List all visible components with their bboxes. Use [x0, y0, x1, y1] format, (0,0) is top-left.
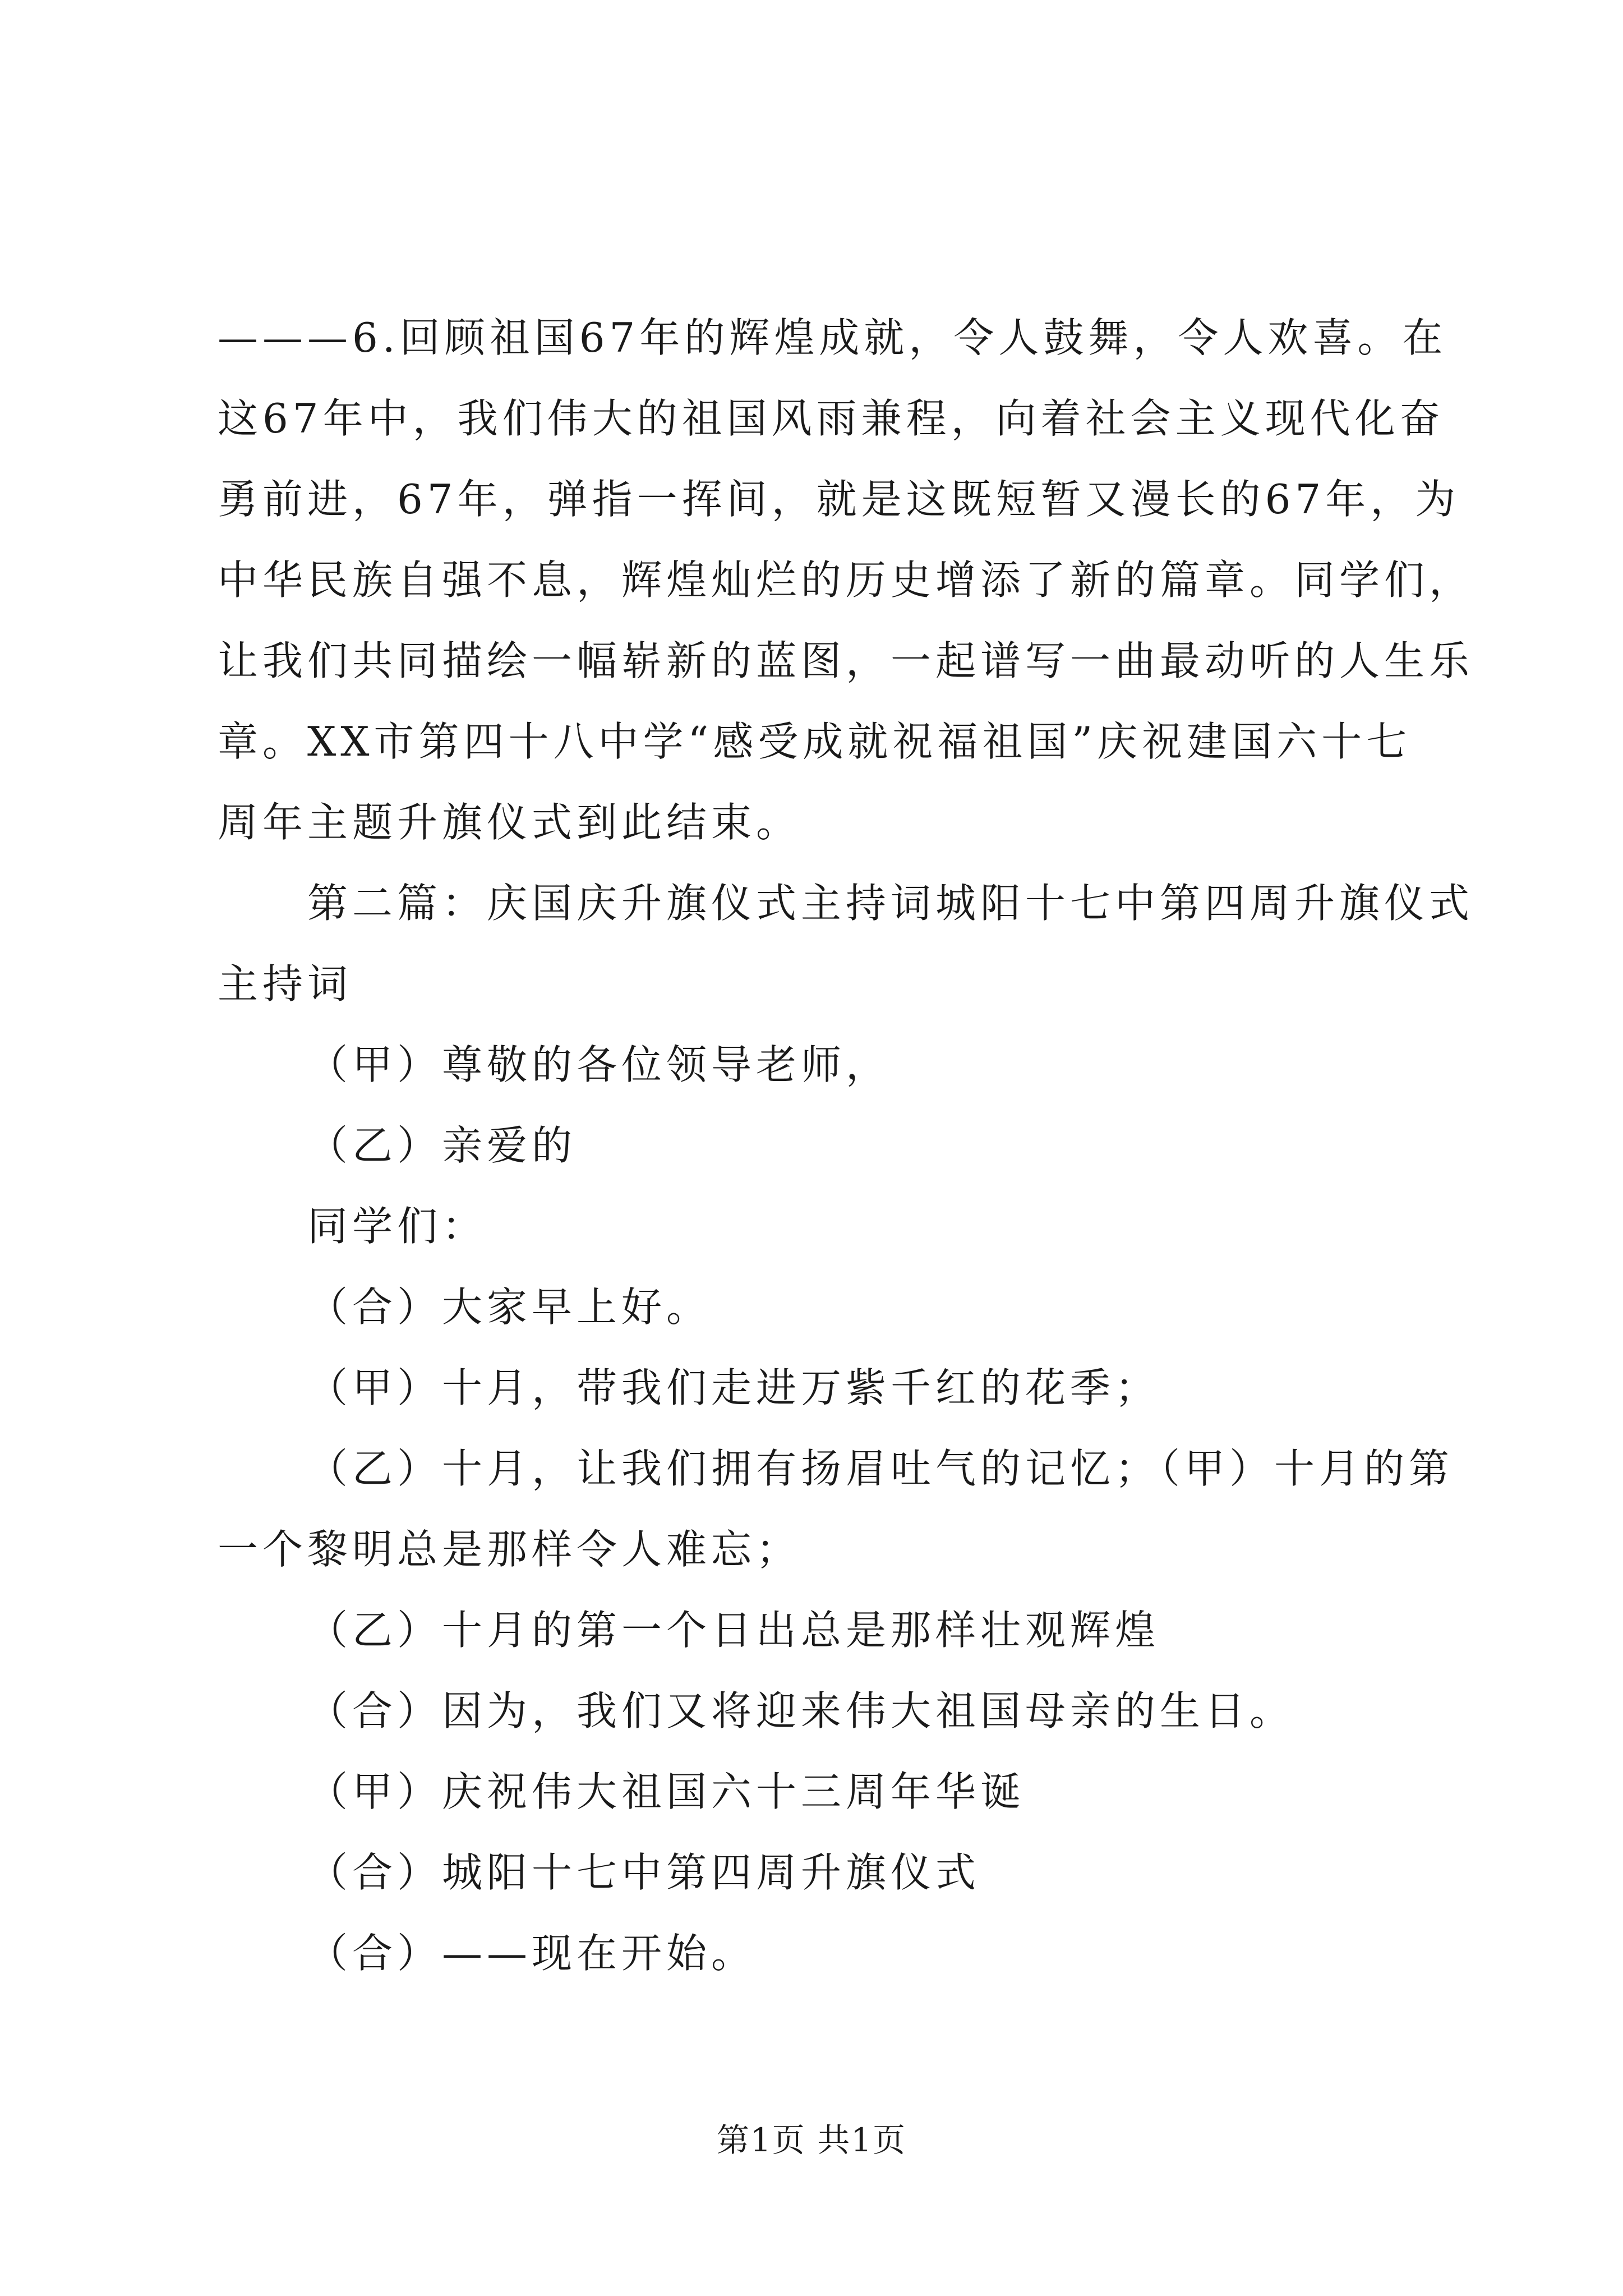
script-line-11: （合）城阳十七中第四周升旗仪式	[307, 1849, 981, 1896]
script-line-8: （乙）十月的第一个日出总是那样壮观辉煌	[307, 1607, 1160, 1654]
script-line-12: （合）——现在开始。	[307, 1930, 757, 1977]
text-line-5: 让我们共同描绘一幅崭新的蓝图，一起谱写一曲最动听的人生乐	[218, 637, 1474, 684]
text-line-4: 中华民族自强不息，辉煌灿烂的历史增添了新的篇章。同学们，	[218, 556, 1474, 604]
text-line-7: 周年主题升旗仪式到此结束。	[218, 799, 801, 846]
script-line-6: （乙）十月，让我们拥有扬眉吐气的记忆；（甲）十月的第	[307, 1445, 1454, 1492]
script-line-3: 同学们：	[307, 1203, 487, 1250]
text-line-2: 这67年中，我们伟大的祖国风雨兼程，向着社会主义现代化奋	[218, 395, 1445, 442]
script-line-10: （甲）庆祝伟大祖国六十三周年华诞	[307, 1768, 1026, 1815]
text-line-1: ———6.回顾祖国67年的辉煌成就，令人鼓舞，令人欢喜。在	[218, 314, 1447, 361]
section-heading-line-1: 第二篇：庆国庆升旗仪式主持词城阳十七中第四周升旗仪式	[307, 880, 1474, 927]
script-line-2: （乙）亲爱的	[307, 1122, 577, 1169]
body-text	[218, 297, 1474, 1994]
script-line-7: 一个黎明总是那样令人难忘；	[218, 1526, 801, 1573]
script-line-9: （合）因为，我们又将迎来伟大祖国母亲的生日。	[307, 1687, 1295, 1734]
text-line-3: 勇前进，67年，弹指一挥间，就是这既短暂又漫长的67年，为	[218, 476, 1460, 523]
script-line-4: （合）大家早上好。	[307, 1283, 712, 1331]
script-line-5: （甲）十月，带我们走进万紫千红的花季；	[307, 1364, 1160, 1411]
text-line-6: 章。XX市第四十八中学“感受成就祝福祖国”庆祝建国六十七	[218, 718, 1412, 765]
page-footer: 第1页 共1页	[716, 2121, 907, 2159]
section-heading-line-2: 主持词	[218, 960, 353, 1007]
script-line-1: （甲）尊敬的各位领导老师，	[307, 1041, 891, 1088]
